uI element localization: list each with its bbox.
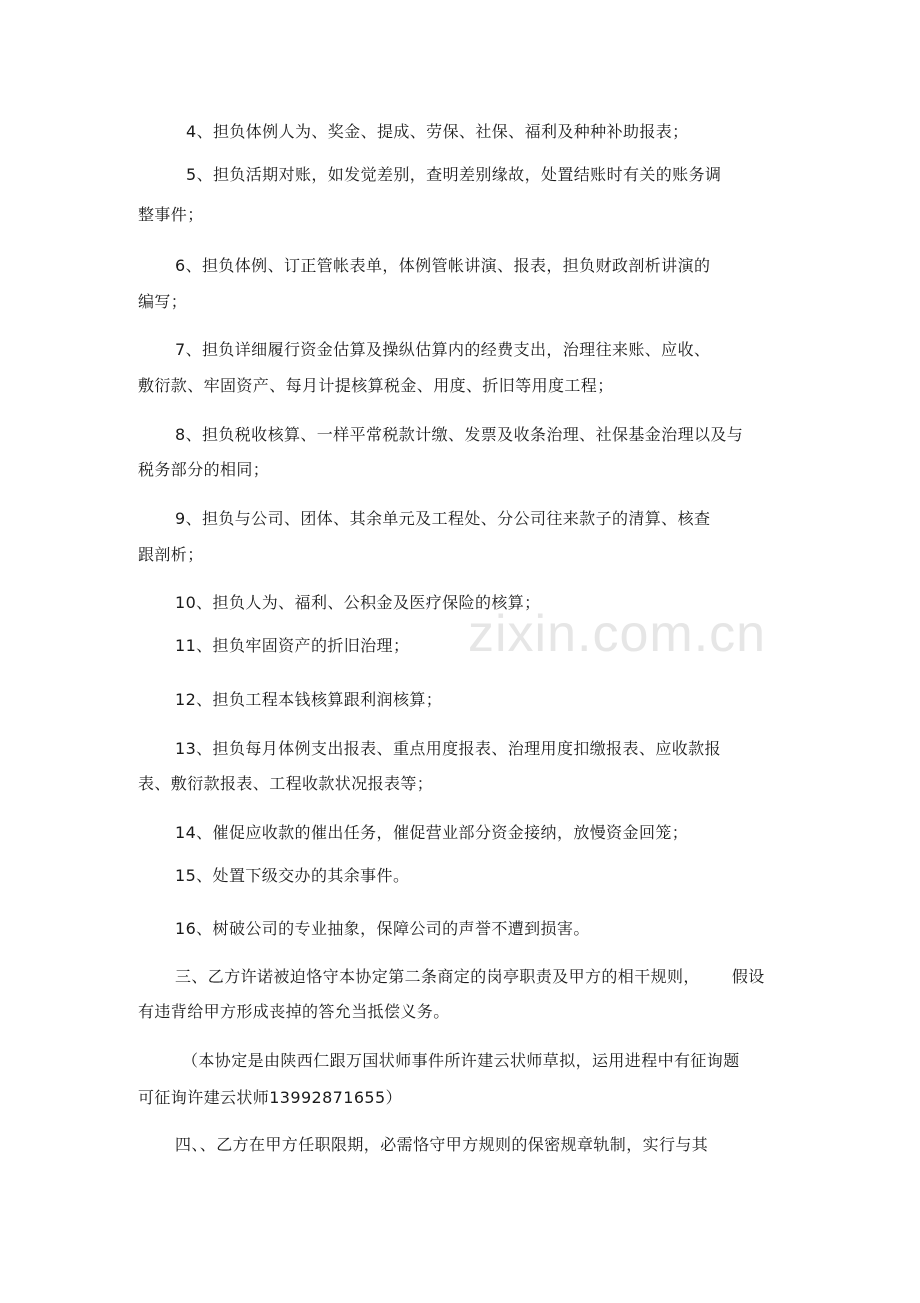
item-7-line-1: 7、担负详细履行资金估算及操纵估算内的经费支出，治理往来账、应收、 [175, 340, 711, 359]
section-3-text: 三、乙方许诺被迫恪守本协定第二条商定的岗亭职责及甲方的相干规则， [175, 967, 700, 986]
note-line-1: （本协定是由陕西仁跟万国状师事件所许建云状师草拟，运用进程中有征询题 [182, 1051, 740, 1070]
item-15: 15、处置下级交办的其余事件。 [175, 866, 410, 885]
section-3-line-1 [175, 967, 765, 987]
item-16: 16、树破公司的专业抽象，保障公司的声誉不遭到损害。 [175, 919, 590, 938]
item-9-line-2: 跟剖析； [138, 545, 204, 564]
item-7-line-2: 敷衍款、牢固资产、每月计提核算税金、用度、折旧等用度工程； [138, 376, 614, 395]
item-13-line-2: 表、敷衍款报表、工程收款状况报表等； [138, 774, 434, 793]
section-4-line-1: 四、、乙方在甲方任职限期，必需恪守甲方规则的保密规章轨制，实行与其 [175, 1135, 709, 1154]
item-12: 12、担负工程本钱核算跟利润核算； [175, 690, 443, 709]
item-8-line-2: 税务部分的相同； [138, 460, 270, 479]
item-6-line-1: 6、担负体例、订正管帐表单，体例管帐讲演、报表，担负财政剖析讲演的 [175, 256, 711, 275]
item-13-line-1: 13、担负每月体例支出报表、重点用度报表、治理用度扣缴报表、应收款报 [175, 739, 721, 758]
section-3-text-tail: 假设 [731, 967, 765, 986]
item-10: 10、担负人为、福利、公积金及医疗保险的核算； [175, 593, 541, 612]
item-8-line-1: 8、担负税收核算、一样平常税款计缴、发票及收条治理、社保基金治理以及与 [175, 425, 744, 444]
item-5-line-2: 整事件； [138, 205, 204, 224]
item-5-line-1: 5、担负活期对账，如发觉差别，查明差别缘故，处置结账时有关的账务调 [186, 165, 722, 184]
item-9-line-1: 9、担负与公司、团体、其余单元及工程处、分公司往来款子的清算、核查 [175, 509, 711, 528]
section-3-line-2: 有违背给甲方形成丧掉的答允当抵偿义务。 [138, 1002, 450, 1021]
watermark-text: zixin.com.cn [468, 605, 767, 663]
item-14: 14、催促应收款的催出任务，催促营业部分资金接纳，放慢资金回笼； [175, 823, 689, 842]
item-11: 11、担负牢固资产的折旧治理； [175, 636, 410, 655]
item-6-line-2: 编写； [138, 292, 188, 311]
item-4: 4、担负体例人为、奖金、提成、劳保、社保、福利及种种补助报表； [186, 122, 689, 141]
note-line-2: 可征询许建云状师13992871655） [138, 1088, 402, 1107]
